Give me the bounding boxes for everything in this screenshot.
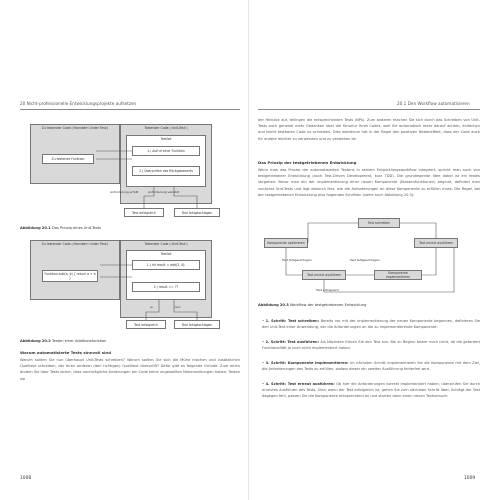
body-paragraph: Warum sollten Sie nun überhaupt Unit-Tests schreiben? Warum sollten Sie sich die Mühe machen und zusätzlichen Quelltext schreiben, der Ihren anderen (den richtigen) Quelltext überprüft? Dafür gibt es folgende Gründe. Zum einen ändern Sie über Tests sicher, dass nachträgliche Änderungen am Code keine ungewollten Nebenwirkungen haben: Testen sie bbox=[20, 358, 240, 381]
step-title: 3. Schritt: Komponente implementieren: bbox=[265, 361, 349, 365]
step-label: 1.) Aufruf einer Funktion bbox=[147, 149, 185, 153]
step-text: Ob hier die Anforderungen korrekt implementiert haben, überprüfen Sie durch erneutes Ausführen des Tests. Sind, wenn der Test erfolgreich ist, gehen Sie zum nächsten Schritt über. Schlägt der Test dagegen fehl, passen Sie die Komponente entsprechend an und starten dann einen neuen Testversuch. bbox=[262, 382, 480, 399]
function-label: Zu testende Funktion bbox=[51, 157, 85, 161]
label-test-fail: Test fehlgeschlagen bbox=[282, 258, 312, 262]
result-label: Test erfolgreich bbox=[134, 322, 158, 327]
figure-caption bbox=[20, 339, 106, 343]
list-item: • 4. Schritt: Test erneut ausführen: Ob hier die Anforderungen korrekt implementiert haben, überprüfen Sie durch erneutes Ausführen des Tests. Sind, wenn der Test erfolgreich ist, gehen Sie zum nächsten Schritt über. Schlägt der Test dagegen fehl, passen Sie die Komponente entsprechend an und starten dann einen neuen Testversuch. bbox=[262, 382, 480, 399]
list-item: • 3. Schritt: Komponente implementieren: Im nächsten Schritt implementieren Sie die Komponente mit dem Ziel, die Anforderungen des Tests zu erfüllen, sodass dieser ein zweiter Ausführung fehlerfrei wird. bbox=[262, 361, 480, 372]
step-label: 2.) Überprüfen des Rückgabewerts bbox=[139, 169, 193, 173]
right-page bbox=[254, 0, 486, 500]
result-label: Test fehlgeschlagen bbox=[181, 210, 213, 215]
figure-20-3-arrows bbox=[254, 0, 486, 500]
label-success: Anforderung erfüllt bbox=[110, 190, 139, 194]
container-label: Testender Code (›Unit-Test‹) bbox=[144, 126, 188, 130]
node-label: Komponente implementieren bbox=[385, 271, 411, 279]
container-label: Testender Code (›Unit-Test‹) bbox=[144, 242, 188, 246]
caption-text: Workflow der testgetriebenen Entwicklung bbox=[289, 303, 367, 307]
node-label: Test erneut ausführen bbox=[307, 273, 341, 277]
book-gutter bbox=[248, 0, 249, 500]
intro-paragraph: der Hinblick auf, teilingen die entsprechenden Tests (NPs). Zum anderen machen Sie sich durch das Schreiben von Unit-Tests auch generell mehr Gedanken über die Struktur Ihres Codes, weil Sie automatisch mehr darauf achten, einfachen und leicht testbaren Code zu schreiben. Dies wiederum hat in der Regel den positiven Nebeneffekt, dass der Code auch für andere leichter zu verwenden und zu verstehen ist. bbox=[258, 118, 480, 141]
function-label: Funktion add(a, b) { return a + b } bbox=[44, 272, 96, 280]
step-title: 2. Schritt: Test ausführen: bbox=[265, 340, 320, 344]
page-number: 1008 bbox=[20, 476, 32, 481]
figure-20-2-arrows bbox=[14, 0, 246, 500]
label-yes: ja bbox=[150, 305, 153, 309]
section-heading: Das Prinzip der testgetriebenen Entwicklung bbox=[258, 160, 357, 165]
list-item: • 2. Schritt: Test ausführen: Als Nächsten führen Sie den Test aus. Bei zu Beginn bisher noch nicht, de die gefordert Funktionalität ja noch nicht implementiert haben. bbox=[262, 340, 480, 351]
label-test-ok: Test erfolgreich bbox=[316, 288, 339, 292]
label-fail: Anforderung verletzt bbox=[148, 190, 180, 194]
caption-number: Abbildung 20.3 bbox=[258, 303, 289, 307]
left-page bbox=[14, 0, 246, 500]
list-item: • 1. Schritt: Test schreiben: Bereits vor mit der implementierung der neuen Komponente begonnen, definieren Sie den Unit-Test einer Anwendung, der die Anforderungen an die zu implementierende Komponente. bbox=[262, 319, 480, 330]
caption-text: Testen einer Additionsfunktion bbox=[51, 339, 107, 343]
testfall-label: Testfall bbox=[160, 137, 172, 141]
result-label: Test erfolgreich bbox=[132, 210, 156, 215]
section-heading: Warum automatisierte Tests sinnvoll sind bbox=[20, 350, 111, 355]
label-test-fail: Test fehlgeschlagen bbox=[350, 258, 380, 262]
page-number: 1009 bbox=[464, 476, 476, 481]
step-text: Im nächsten Schritt implementieren Sie die Komponente mit dem Ziel, die Anforderungen des Tests zu erfüllen, sodass dieser ein zweiter Ausführung fehlerfrei wird. bbox=[262, 361, 480, 372]
step-title: 4. Schritt: Test erneut ausführen: bbox=[265, 382, 335, 386]
node-label: Test schreiben bbox=[367, 221, 391, 225]
testfall-label: Testfall bbox=[160, 252, 172, 256]
container-label: Zu testender Code (›Hanskern Under Test‹) bbox=[41, 126, 109, 130]
node-label: Test erneut ausführen bbox=[419, 241, 453, 245]
caption-number: Abbildung 20.2 bbox=[20, 339, 51, 343]
figure-caption bbox=[258, 303, 366, 307]
label-no: nein bbox=[174, 305, 181, 309]
node-label: Komponente optimieren bbox=[267, 241, 305, 245]
caption-number: Abbildung 20.1 bbox=[20, 226, 51, 230]
section-paragraph: Wenn man das Prinzip der automatisierten Testens in seinem Entwicklungsworkflow integriert, spricht man auch von testgetriebener Entwicklung (auch Test-Driven Development, kurz TDD). Die grundlegende Idee dabei ist ein festes Vorgehen: Bevor man ein der implementierung einer neuen Komponente (Klassenfunktionen) beginnt, definiert man zunächst Unit-Tests und legt dadurch fest, wie die Anforderungen an diese Komponente zu erfüllen muss. Die Regel, bei der testgetriebenen Entwicklung also folgendes Schritten (siehe auch Abbildung 20.3): bbox=[258, 168, 480, 197]
step-label: 2.) result == 7? bbox=[153, 285, 179, 289]
result-label: Test fehlgeschlagen bbox=[181, 322, 213, 327]
step-text: Als Nächsten führen Sie den Test aus. Bei zu Beginn bisher noch nicht, de die gefordert Funktionalität ja noch nicht implementiert haben. bbox=[262, 340, 480, 351]
step-title: 1. Schritt: Test schreiben: bbox=[265, 319, 320, 323]
running-header: 20 Nicht-professionelle Entwicklungsprojekte aufsetzen bbox=[20, 101, 137, 106]
step-text: Bereits vor mit der implementierung der neuen Komponente begonnen, definieren Sie den Unit-Test einer Anwendung, der die Anforderungen an die zu implementierende Komponente. bbox=[262, 319, 480, 330]
container-label: Zu testender Code (›Hanskern Under Test‹) bbox=[41, 242, 109, 246]
step-label: 1.) int result = add(3, 4); bbox=[146, 263, 186, 267]
running-header: 20.1 Den Workflow automatisieren bbox=[397, 101, 470, 106]
caption-text: Das Prinzip eines Unit-Tests bbox=[51, 226, 102, 230]
